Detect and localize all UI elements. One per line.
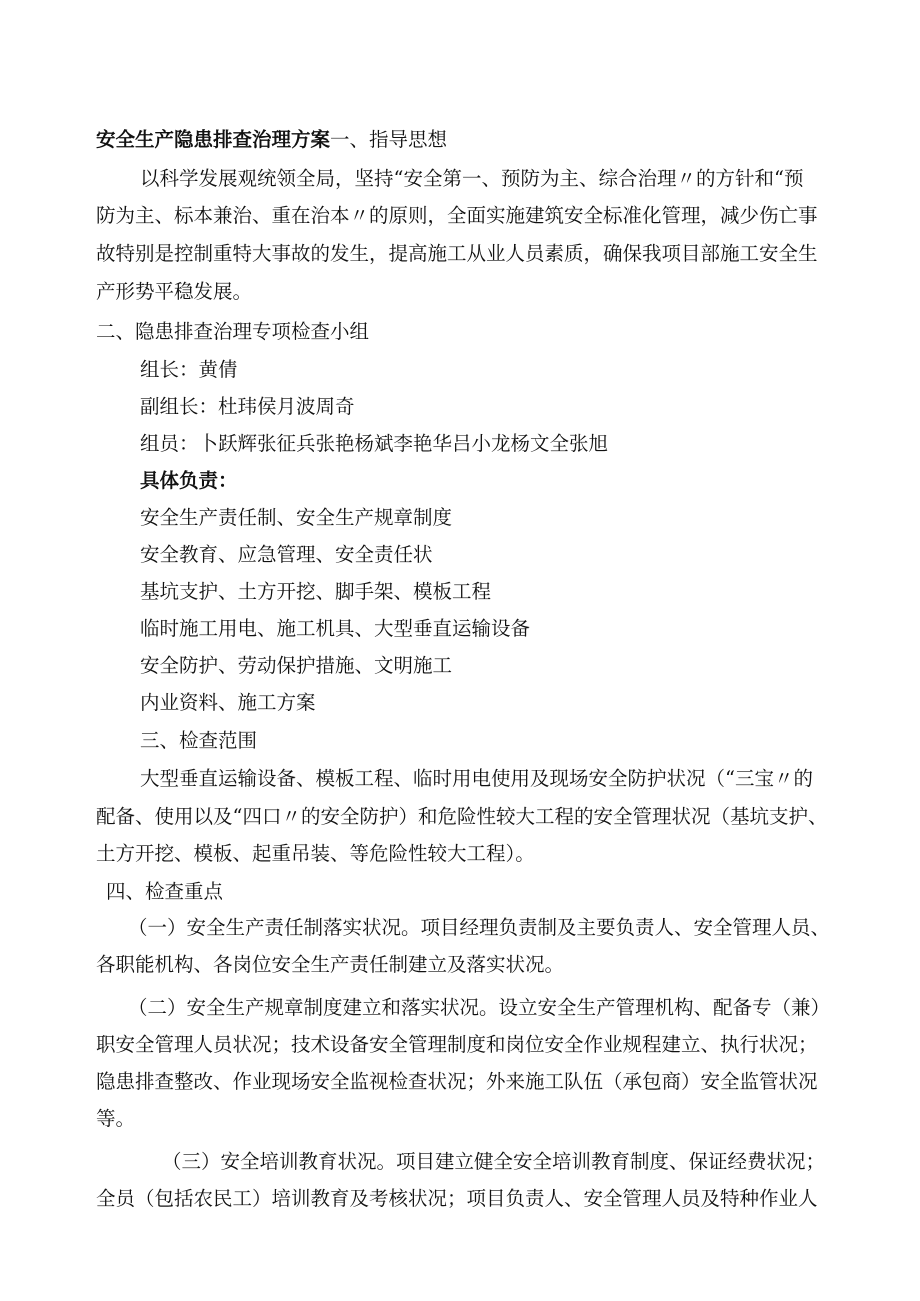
item2-line-2: 职安全管理人员状况；技术设备安全管理制度和岗位安全作业规程建立、执行状况； [96,1033,818,1056]
section2-heading: 二、隐患排查治理专项检查小组 [96,320,370,343]
responsibility-item: 安全教育、应急管理、安全责任状 [140,543,433,566]
responsibility-item: 基坑支护、土方开挖、脚手架、模板工程 [140,580,492,603]
para1-line-1: 以科学发展观统领全局，坚持“安全第一、预防为主、综合治理〃的方针和“预 [140,167,804,190]
title-line [96,126,447,154]
para3-line-3: 土方开挖、模板、起重吊装、等危险性较大工程）。 [96,842,535,865]
responsibility-item: 临时施工用电、施工机具、大型垂直运输设备 [140,617,531,640]
item1-line-2: 各职能机构、各岗位安全生产责任制建立及落实状况。 [96,953,565,976]
item2-line-3: 隐患排查整改、作业现场安全监视检查状况；外来施工队伍（承包商）安全监管状况 [96,1070,818,1093]
item3-line-1: （三）安全培训教育状况。项目建立健全安全培训教育制度、保证经费状况； [162,1150,826,1173]
para1-line-2: 防为主、标本兼治、重在治本〃的原则，全面实施建筑安全标准化管理，减少伤亡事 [96,204,818,227]
vice-leader-line: 副组长：杜玮侯月波周奇 [140,395,355,418]
leader-line: 组长：黄倩 [140,358,238,381]
responsibility-item: 安全生产责任制、安全生产规章制度 [140,506,453,529]
item2-line-1: （二）安全生产规章制度建立和落实状况。设立安全生产管理机构、配备专（兼） [128,996,831,1019]
document-title: 安全生产隐患排查治理方案 [96,128,331,151]
section3-heading: 三、检查范围 [140,729,258,752]
section1-heading: 一、指导思想 [330,128,448,151]
para3-line-2: 配备、使用以及“四口〃的安全防护）和危险性较大工程的安全管理状况（基坑支护、 [96,805,828,828]
responsibility-item: 安全防护、劳动保护措施、文明施工 [140,654,453,677]
item2-line-4: 等。 [96,1107,136,1130]
para1-line-4: 产形势平稳发展。 [96,280,253,303]
item3-line-2: 全员（包括农民工）培训教育及考核状况；项目负责人、安全管理人员及特种作业人 [96,1187,818,1210]
para1-line-3: 故特别是控制重特大事故的发生，提高施工从业人员素质，确保我项目部施工安全生 [96,242,818,265]
item1-line-1: （一）安全生产责任制落实状况。项目经理负责制及主要负责人、安全管理人员、 [128,916,831,939]
para3-line-1: 大型垂直运输设备、模板工程、临时用电使用及现场安全防护状况（“三宝〃的 [140,767,813,790]
responsibility-heading: 具体负责： [140,469,238,492]
members-line: 组员：卜跃辉张征兵张艳杨斌李艳华吕小龙杨文全张旭 [140,432,609,455]
responsibility-item: 内业资料、施工方案 [140,691,316,714]
section4-heading: 四、检查重点 [106,880,224,903]
